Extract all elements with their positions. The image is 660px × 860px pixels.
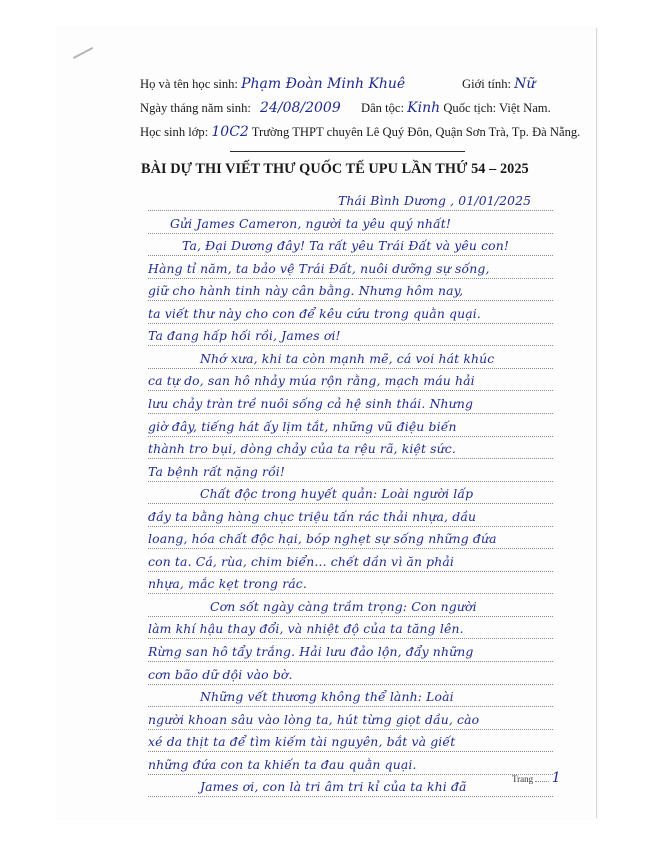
name-value: Phạm Đoàn Minh Khuê <box>241 76 406 92</box>
ethnicity-label: Dân tộc: <box>361 101 405 115</box>
header-divider <box>230 151 465 152</box>
letter-text: loang, hóa chất độc hại, bóp nghẹt sự sống những đứa <box>148 531 497 547</box>
letter-text: giữ cho hành tinh này cân bằng. Nhưng hôm nay, <box>148 283 464 299</box>
letter-line <box>148 412 553 437</box>
letter-line <box>148 569 553 594</box>
letter-text: lưu chảy tràn trề nuôi sống cả hệ sinh thái. Nhưng <box>148 395 474 411</box>
letter-text: cơn bão dữ dội vào bờ. <box>148 666 293 682</box>
letter-text: Cơn sốt ngày càng trầm trọng: Con người <box>210 598 477 614</box>
letter-text: Ta đang hấp hối rồi, James ơi! <box>148 328 341 344</box>
letter-line <box>148 637 553 662</box>
letter-text: nhựa, mắc kẹt trong rác. <box>148 576 307 592</box>
letter-text: ta viết thư này cho con để kêu cứu trong quằn quại. <box>148 305 482 321</box>
letter-text: người khoan sâu vào lòng ta, hút từng giọt dầu, cào <box>148 711 480 727</box>
letter-text: giờ đây, tiếng hát ấy lịm tắt, những vũ điệu biến <box>148 418 457 434</box>
letter-text: thành tro bụi, dòng chảy của ta rệu rã, kiệt sức. <box>148 441 456 457</box>
letter-line <box>148 479 553 504</box>
letter-text: James ơi, con là tri âm tri kỉ của ta khi đã <box>200 779 467 795</box>
letter-line <box>148 682 553 707</box>
letter-text: Nhớ xưa, khi ta còn mạnh mẽ, cá voi hát khúc <box>200 350 495 366</box>
gender-label: Giới tính: <box>462 77 511 91</box>
ethnicity-row <box>361 100 551 116</box>
letter-text: Ta bệnh rất nặng rồi! <box>148 463 286 479</box>
class-value: 10C2 <box>211 124 249 140</box>
letter-line <box>148 434 553 459</box>
letter-line <box>148 254 553 279</box>
letter-date: Thái Bình Dương , 01/01/2025 <box>338 193 532 208</box>
letter-text: Ta, Đại Dương đây! Ta rất yêu Trái Đất và yêu con! <box>182 238 510 254</box>
dob-row <box>140 100 341 116</box>
nationality: Quốc tịch: Việt Nam. <box>443 101 551 115</box>
dob-label: Ngày tháng năm sinh: <box>140 101 251 115</box>
letter-text: Rừng san hô tẩy trắng. Hải lưu đảo lộn, đẩy những <box>148 644 474 659</box>
letter-line <box>148 772 553 797</box>
letter-line <box>148 366 553 391</box>
class-row <box>140 124 580 140</box>
letter-line <box>148 299 553 324</box>
dob-value: 24/08/2009 <box>260 100 341 116</box>
letter-line <box>148 750 553 775</box>
letter-text: những đứa con ta khiến ta đau quằn quại. <box>148 756 417 772</box>
student-name-row <box>140 76 405 92</box>
letter-line <box>148 389 553 414</box>
letter-line <box>148 457 553 482</box>
letter-line <box>148 614 553 639</box>
letter-text: con ta. Cá, rùa, chim biển... chết dần vì ăn phải <box>148 553 455 569</box>
name-label: Họ và tên học sinh: <box>140 77 238 91</box>
letter-line <box>148 727 553 752</box>
school: Trường THPT chuyên Lê Quý Đôn, Quận Sơn Trà, Tp. Đà Nẵng. <box>251 125 581 139</box>
letter-text: Chất độc trong huyết quản: Loài người lấp <box>200 486 474 502</box>
letter-line <box>148 502 553 527</box>
letter-text: Gửi James Cameron, người ta yêu quý nhất! <box>170 215 452 231</box>
class-label: Học sinh lớp: <box>140 125 209 139</box>
letter-text: làm khí hậu thay đổi, và nhiệt độ của ta tăng lên. <box>148 621 464 637</box>
letter-text: đầy ta bằng hàng chục triệu tấn rác thải nhựa, dầu <box>148 508 477 524</box>
letter-line <box>148 592 553 617</box>
letter-line <box>148 209 553 234</box>
gender-value: Nữ <box>514 76 536 92</box>
letter-line <box>148 186 553 211</box>
letter-line <box>148 231 553 256</box>
letter-line <box>148 705 553 730</box>
letter-text: Hàng tỉ năm, ta bảo vệ Trái Đất, nuôi dưỡng sự sống, <box>148 260 490 276</box>
letter-text: xé da thịt ta để tìm kiếm tài nguyên, bắt và giết <box>148 734 456 750</box>
letter-line <box>148 660 553 685</box>
letter-text: ca tự do, san hô nhảy múa rộn rằng, mạch máu hải <box>148 373 475 389</box>
letter-text: Những vết thương không thể lành: Loài <box>200 689 454 705</box>
page-label: Trang <box>512 774 534 784</box>
letter-line <box>148 524 553 549</box>
gender-row <box>462 76 535 92</box>
letter-line <box>148 321 553 346</box>
letter-line <box>148 547 553 572</box>
ethnicity-value: Kinh <box>407 100 441 116</box>
page-title: BÀI DỰ THI VIẾT THƯ QUỐC TẾ UPU LẦN THỨ 54 – 2025 <box>141 161 529 177</box>
letter-line <box>148 276 553 301</box>
page-number-value: 1 <box>551 770 561 786</box>
letter-line <box>148 344 553 369</box>
